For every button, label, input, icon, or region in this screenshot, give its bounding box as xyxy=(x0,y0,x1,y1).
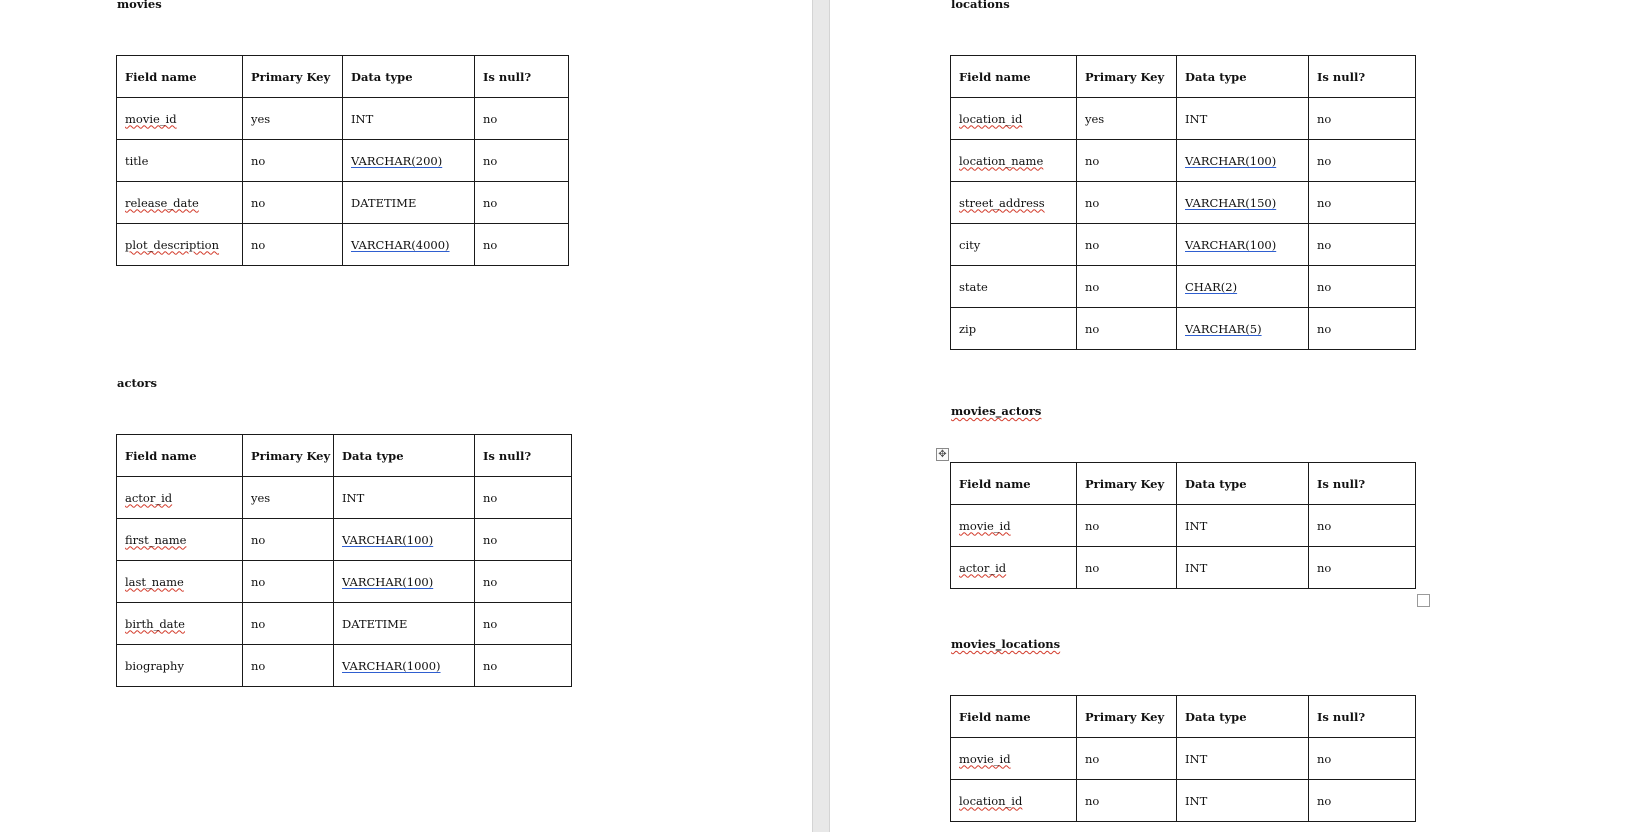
table-cell[interactable] xyxy=(1309,780,1416,822)
table-cell[interactable] xyxy=(951,547,1077,589)
table-cell[interactable] xyxy=(1177,140,1309,182)
table-cell[interactable] xyxy=(243,477,334,519)
table-cell[interactable] xyxy=(117,519,243,561)
table-cell[interactable] xyxy=(1309,182,1416,224)
table-cell[interactable] xyxy=(1077,780,1177,822)
document-page-left xyxy=(0,0,812,832)
table-cell[interactable] xyxy=(1309,140,1416,182)
table-cell[interactable] xyxy=(1309,505,1416,547)
movies-table-title: movies xyxy=(117,0,162,11)
table-cell[interactable] xyxy=(243,224,343,266)
table-cell[interactable] xyxy=(1077,308,1177,350)
field-name: street_address xyxy=(959,195,1045,210)
table-cell[interactable] xyxy=(1177,780,1309,822)
header-cell[interactable]: Primary Key xyxy=(243,435,334,477)
table-move-handle-icon[interactable]: ✥ xyxy=(936,448,949,461)
movies-table[interactable] xyxy=(116,55,569,266)
primary-key-value: no xyxy=(1085,153,1100,168)
primary-key-value: no xyxy=(1085,560,1100,575)
table-row xyxy=(117,98,569,140)
data-type-value: INT xyxy=(1185,751,1208,766)
primary-key-value: no xyxy=(251,574,266,589)
table-row xyxy=(117,182,569,224)
table-cell[interactable] xyxy=(117,182,243,224)
movies-locations-table-title: movies_locations xyxy=(951,637,1061,651)
table-cell[interactable] xyxy=(1309,738,1416,780)
primary-key-value: no xyxy=(1085,195,1100,210)
data-type-value: VARCHAR(1000) xyxy=(342,658,441,673)
table-cell[interactable] xyxy=(475,98,569,140)
table-row xyxy=(951,547,1416,589)
data-type-value: INT xyxy=(351,111,374,126)
movies-actors-table[interactable] xyxy=(950,462,1416,589)
table-row xyxy=(951,98,1416,140)
field-name: actor_id xyxy=(125,490,173,505)
table-cell[interactable] xyxy=(1077,140,1177,182)
table-cell[interactable] xyxy=(1177,308,1309,350)
header-cell[interactable]: Data type xyxy=(1177,56,1309,98)
field-name: zip xyxy=(959,321,977,336)
table-cell[interactable] xyxy=(343,224,475,266)
is-null-value: no xyxy=(483,237,498,252)
is-null-value: no xyxy=(1317,321,1332,336)
is-null-value: no xyxy=(483,153,498,168)
header-cell[interactable]: Primary Key xyxy=(1077,463,1177,505)
table-cell[interactable] xyxy=(951,266,1077,308)
table-cell[interactable] xyxy=(475,603,572,645)
header-cell[interactable]: Field name xyxy=(951,696,1077,738)
table-cell[interactable] xyxy=(951,182,1077,224)
data-type-value: INT xyxy=(1185,793,1208,808)
actors-table-title: actors xyxy=(117,376,157,390)
table-cell[interactable] xyxy=(475,182,569,224)
data-type-value: VARCHAR(100) xyxy=(1185,237,1277,252)
table-cell[interactable] xyxy=(243,140,343,182)
table-row xyxy=(117,477,572,519)
table-header-row xyxy=(117,56,569,98)
table-cell[interactable] xyxy=(1309,98,1416,140)
header-cell[interactable]: Is null? xyxy=(1309,56,1416,98)
table-cell[interactable] xyxy=(117,140,243,182)
table-cell[interactable] xyxy=(1077,182,1177,224)
data-type-value: VARCHAR(100) xyxy=(1185,153,1277,168)
data-type-value: DATETIME xyxy=(351,195,417,210)
table-cell[interactable] xyxy=(1177,98,1309,140)
data-type-value: INT xyxy=(1185,111,1208,126)
field-name: first_name xyxy=(125,532,187,547)
field-name: release_date xyxy=(125,195,199,210)
page-gutter xyxy=(812,0,830,832)
table-row xyxy=(117,645,572,687)
data-type-value: DATETIME xyxy=(342,616,408,631)
field-name: movie_id xyxy=(959,518,1011,533)
table-row xyxy=(117,603,572,645)
field-name: plot_description xyxy=(125,237,220,252)
table-row xyxy=(951,266,1416,308)
data-type-value: INT xyxy=(342,490,365,505)
movies-locations-table[interactable] xyxy=(950,695,1416,822)
header-cell[interactable]: Field name xyxy=(951,56,1077,98)
table-cell[interactable] xyxy=(1077,738,1177,780)
table-cell[interactable] xyxy=(1309,266,1416,308)
data-type-value: VARCHAR(200) xyxy=(351,153,443,168)
table-row xyxy=(951,780,1416,822)
header-cell[interactable]: Is null? xyxy=(1309,696,1416,738)
table-cell[interactable] xyxy=(1077,547,1177,589)
is-null-value: no xyxy=(483,532,498,547)
table-cell[interactable] xyxy=(475,519,572,561)
field-name: movie_id xyxy=(959,751,1011,766)
table-row xyxy=(951,308,1416,350)
data-type-value: VARCHAR(5) xyxy=(1185,321,1262,336)
table-cell[interactable] xyxy=(1177,738,1309,780)
data-type-value: INT xyxy=(1185,560,1208,575)
primary-key-value: yes xyxy=(251,111,271,126)
table-row xyxy=(117,561,572,603)
primary-key-value: no xyxy=(1085,237,1100,252)
table-cell[interactable] xyxy=(1077,505,1177,547)
data-type-value: VARCHAR(150) xyxy=(1185,195,1277,210)
table-cell[interactable] xyxy=(1177,505,1309,547)
table-cell[interactable] xyxy=(951,98,1077,140)
table-cell[interactable] xyxy=(475,645,572,687)
locations-table-title: locations xyxy=(951,0,1010,11)
header-cell[interactable]: Primary Key xyxy=(243,56,343,98)
header-cell[interactable]: Field name xyxy=(117,435,243,477)
primary-key-value: no xyxy=(251,237,266,252)
is-null-value: no xyxy=(483,574,498,589)
table-cell[interactable] xyxy=(1077,224,1177,266)
is-null-value: no xyxy=(1317,751,1332,766)
table-cell[interactable] xyxy=(951,738,1077,780)
table-row xyxy=(117,140,569,182)
table-cell[interactable] xyxy=(951,140,1077,182)
primary-key-value: no xyxy=(1085,518,1100,533)
is-null-value: no xyxy=(483,490,498,505)
data-type-value: VARCHAR(100) xyxy=(342,532,434,547)
table-cell[interactable] xyxy=(951,308,1077,350)
primary-key-value: no xyxy=(1085,279,1100,294)
field-name: birth_date xyxy=(125,616,185,631)
header-cell[interactable]: Data type xyxy=(1177,463,1309,505)
table-cell[interactable] xyxy=(117,645,243,687)
table-cell[interactable] xyxy=(475,477,572,519)
table-cell[interactable] xyxy=(334,519,475,561)
table-cell[interactable] xyxy=(334,603,475,645)
locations-table[interactable] xyxy=(950,55,1416,350)
table-cell[interactable] xyxy=(343,98,475,140)
table-cell[interactable] xyxy=(1177,182,1309,224)
header-cell[interactable]: Data type xyxy=(343,56,475,98)
primary-key-value: yes xyxy=(1085,111,1105,126)
table-cell[interactable] xyxy=(1177,547,1309,589)
data-type-value: INT xyxy=(1185,518,1208,533)
is-null-value: no xyxy=(1317,793,1332,808)
header-cell[interactable]: Field name xyxy=(117,56,243,98)
table-row xyxy=(117,519,572,561)
table-resize-handle-icon[interactable] xyxy=(1417,594,1430,607)
table-cell[interactable] xyxy=(243,561,334,603)
header-cell[interactable]: Is null? xyxy=(475,56,569,98)
table-cell[interactable] xyxy=(951,780,1077,822)
table-row xyxy=(951,182,1416,224)
table-row xyxy=(951,140,1416,182)
data-type-value: VARCHAR(100) xyxy=(342,574,434,589)
field-name: location_name xyxy=(959,153,1044,168)
is-null-value: no xyxy=(483,195,498,210)
table-row xyxy=(951,224,1416,266)
table-cell[interactable] xyxy=(334,645,475,687)
field-name: biography xyxy=(125,658,184,673)
table-cell[interactable] xyxy=(117,561,243,603)
field-name: last_name xyxy=(125,574,184,589)
is-null-value: no xyxy=(1317,195,1332,210)
primary-key-value: no xyxy=(251,195,266,210)
is-null-value: no xyxy=(1317,111,1332,126)
table-cell[interactable] xyxy=(343,182,475,224)
table-header-row xyxy=(951,696,1416,738)
table-cell[interactable] xyxy=(243,519,334,561)
table-cell[interactable] xyxy=(243,182,343,224)
primary-key-value: no xyxy=(251,616,266,631)
primary-key-value: yes xyxy=(251,490,271,505)
table-cell[interactable] xyxy=(243,98,343,140)
primary-key-value: no xyxy=(1085,321,1100,336)
table-cell[interactable] xyxy=(343,140,475,182)
movies-actors-table-title: movies_actors xyxy=(951,404,1042,418)
primary-key-value: no xyxy=(251,532,266,547)
table-cell[interactable] xyxy=(334,561,475,603)
table-cell[interactable] xyxy=(243,645,334,687)
table-cell[interactable] xyxy=(334,477,475,519)
is-null-value: no xyxy=(1317,279,1332,294)
table-cell[interactable] xyxy=(117,224,243,266)
field-name: movie_id xyxy=(125,111,177,126)
table-cell[interactable] xyxy=(117,603,243,645)
field-name: location_id xyxy=(959,111,1023,126)
header-cell[interactable]: Is null? xyxy=(475,435,572,477)
table-cell[interactable] xyxy=(1177,266,1309,308)
table-cell[interactable] xyxy=(117,98,243,140)
header-cell[interactable]: Primary Key xyxy=(1077,56,1177,98)
table-cell[interactable] xyxy=(1309,547,1416,589)
actors-table[interactable] xyxy=(116,434,572,687)
header-cell[interactable]: Field name xyxy=(951,463,1077,505)
field-name: state xyxy=(959,279,988,294)
data-type-value: CHAR(2) xyxy=(1185,279,1238,294)
table-cell[interactable] xyxy=(475,140,569,182)
table-cell[interactable] xyxy=(1077,98,1177,140)
is-null-value: no xyxy=(1317,153,1332,168)
header-cell[interactable]: Data type xyxy=(334,435,475,477)
header-cell[interactable]: Is null? xyxy=(1309,463,1416,505)
field-name: location_id xyxy=(959,793,1023,808)
document-page-right xyxy=(830,0,1633,832)
primary-key-value: no xyxy=(1085,751,1100,766)
table-cell[interactable] xyxy=(951,224,1077,266)
header-cell[interactable]: Data type xyxy=(1177,696,1309,738)
table-cell[interactable] xyxy=(475,224,569,266)
is-null-value: no xyxy=(1317,237,1332,252)
table-cell[interactable] xyxy=(117,477,243,519)
header-cell[interactable]: Primary Key xyxy=(1077,696,1177,738)
table-cell[interactable] xyxy=(475,561,572,603)
data-type-value: VARCHAR(4000) xyxy=(351,237,450,252)
is-null-value: no xyxy=(483,658,498,673)
table-header-row xyxy=(951,56,1416,98)
field-name: actor_id xyxy=(959,560,1007,575)
table-header-row xyxy=(117,435,572,477)
primary-key-value: no xyxy=(251,153,266,168)
table-row xyxy=(117,224,569,266)
table-cell[interactable] xyxy=(951,505,1077,547)
table-cell[interactable] xyxy=(1309,308,1416,350)
table-cell[interactable] xyxy=(1177,224,1309,266)
primary-key-value: no xyxy=(1085,793,1100,808)
is-null-value: no xyxy=(1317,518,1332,533)
table-cell[interactable] xyxy=(243,603,334,645)
is-null-value: no xyxy=(1317,560,1332,575)
table-header-row xyxy=(951,463,1416,505)
table-cell[interactable] xyxy=(1077,266,1177,308)
is-null-value: no xyxy=(483,616,498,631)
table-row xyxy=(951,505,1416,547)
primary-key-value: no xyxy=(251,658,266,673)
is-null-value: no xyxy=(483,111,498,126)
field-name: title xyxy=(125,153,149,168)
table-row xyxy=(951,738,1416,780)
table-cell[interactable] xyxy=(1309,224,1416,266)
field-name: city xyxy=(959,237,981,252)
